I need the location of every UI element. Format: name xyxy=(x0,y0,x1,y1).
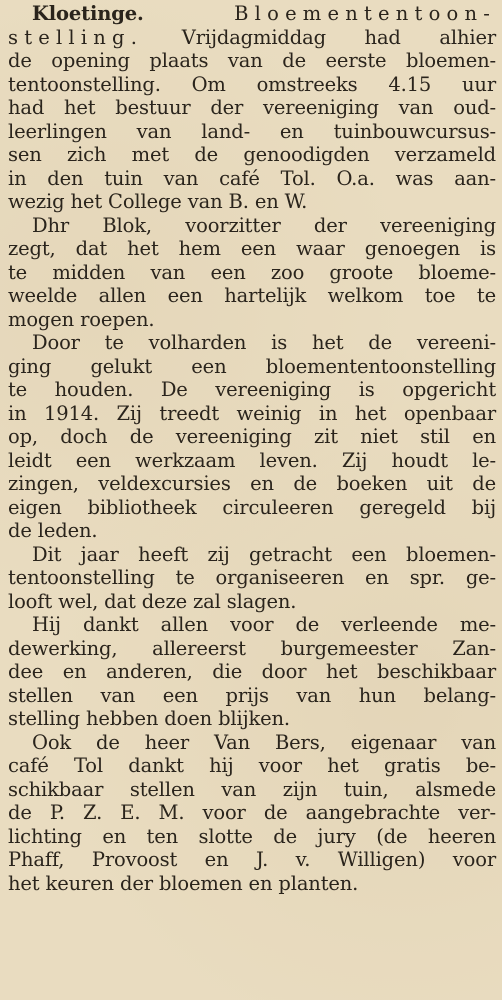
article-line: leidt een werkzaam leven. Zij houdt le- xyxy=(8,448,496,472)
paragraph-start: Door te volharden is het de vereeni- xyxy=(32,331,496,354)
article-line: had het bestuur der vereeniging van oud- xyxy=(8,96,496,119)
article-line: zingen, veldexcursies en de boeken uit de xyxy=(8,472,496,495)
article-line: zegt, dat het hem een waar genoegen is xyxy=(8,237,496,260)
article-line: lichting en ten slotte de jury (de heeren xyxy=(8,824,496,848)
paragraph-start: Hij dankt allen voor de verleende me- xyxy=(32,613,496,636)
article-line: de P. Z. E. M. voor de aangebrachte ver- xyxy=(8,801,496,824)
article-line: schikbaar stellen van zijn tuin, alsmede xyxy=(8,777,496,801)
article-line: te houden. De vereeniging is opgericht xyxy=(8,378,496,401)
article-line: in 1914. Zij treedt weinig in het openbaar xyxy=(8,401,496,425)
dateline: Kloetinge. xyxy=(32,2,144,25)
article-line: ging gelukt een bloemententoonstelling xyxy=(8,354,496,378)
article-line: de leden. xyxy=(8,519,98,542)
article-line: leerlingen van land- en tuinbouwcursus- xyxy=(8,119,496,143)
paragraph-start: Dhr Blok, voorzitter der vereeniging xyxy=(32,213,496,237)
article-heading: Bloemententoon- xyxy=(234,2,496,25)
article-text: Vrijdagmiddag had alhier xyxy=(181,25,496,49)
article-line: eigen bibliotheek circuleeren geregeld bij xyxy=(8,495,496,519)
article-line: dee en anderen, die door het beschikbaar xyxy=(8,660,496,683)
article-line: tentoonstelling te organiseeren en spr. ge- xyxy=(8,566,496,589)
article-line: looft wel, dat deze zal slagen. xyxy=(8,589,297,613)
article-line: de opening plaats van de eerste bloemen- xyxy=(8,49,496,72)
article-line: het keuren der bloemen en planten. xyxy=(8,871,359,895)
article-line: in den tuin van café Tol. O.a. was aan- xyxy=(8,166,496,190)
paragraph-start: Dit jaar heeft zij getracht een bloemen- xyxy=(32,542,496,566)
article-line xyxy=(8,2,496,26)
article-line: weelde allen een hartelijk welkom toe te xyxy=(8,284,496,307)
paragraph-start: Ook de heer Van Bers, eigenaar van xyxy=(32,730,496,754)
article-line: café Tol dankt hij voor het gratis be- xyxy=(8,754,496,777)
article-line: mogen roepen. xyxy=(8,307,155,331)
article-line: tentoonstelling. Om omstreeks 4.15 uur xyxy=(8,72,496,96)
article-line: stellen van een prijs van hun belang- xyxy=(8,683,496,707)
article-line: dewerking, allereerst burgemeester Zan- xyxy=(8,636,496,660)
article-line xyxy=(8,26,496,50)
article-line: Phaff, Provoost en J. v. Willigen) voor xyxy=(8,848,496,871)
article-line: te midden van een zoo groote bloeme- xyxy=(8,260,496,284)
article-heading-continued: stelling. xyxy=(8,25,144,49)
article-line: stelling hebben doen blijken. xyxy=(8,707,290,730)
article-line: wezig het College van B. en W. xyxy=(8,190,308,213)
article-line: op, doch de vereeniging zit niet stil en xyxy=(8,425,496,448)
newspaper-article xyxy=(8,2,496,895)
article-line: sen zich met de genoodigden verzameld xyxy=(8,143,496,166)
